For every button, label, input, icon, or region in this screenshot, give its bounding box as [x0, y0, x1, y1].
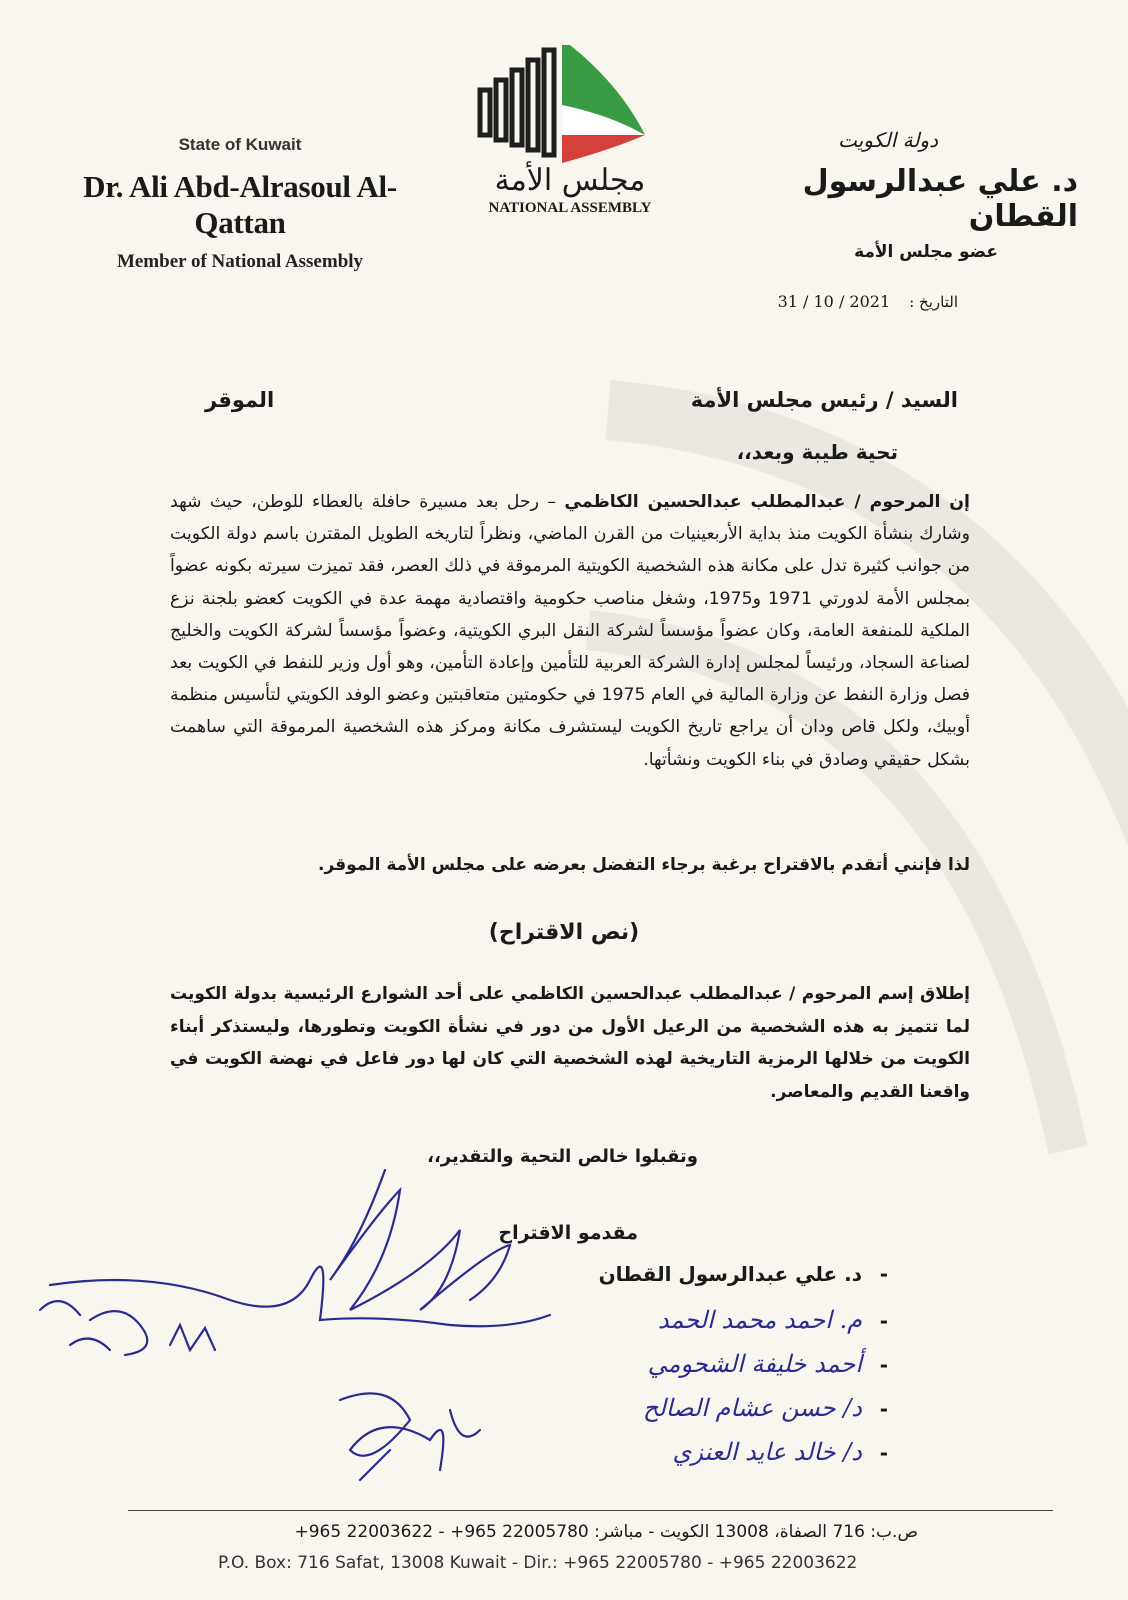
submitter-name: أحمد خليفة الشحومي	[647, 1350, 862, 1378]
state-of-kuwait-ar: دولة الكويت	[838, 128, 938, 152]
letter-body	[170, 486, 970, 776]
member-title-ar: عضو مجلس الأمة	[854, 242, 998, 262]
addressee-line	[205, 388, 958, 412]
header-english	[40, 135, 440, 273]
member-name-ar: د. علي عبدالرسول القطان	[802, 164, 1078, 234]
submitter-name: د. علي عبدالرسول القطان	[598, 1262, 862, 1286]
addressee-to: السيد / رئيس مجلس الأمة	[690, 388, 958, 412]
footer-address-en: P.O. Box: 716 Safat, 13008 Kuwait - Dir.: +965 22005780 - +965 22003622	[218, 1553, 858, 1573]
list-item: -د. علي عبدالرسول القطان	[598, 1262, 888, 1286]
logo-arabic-text: مجلس الأمة	[494, 163, 646, 198]
submitters-title: مقدمو الاقتراح	[498, 1222, 638, 1244]
body-text: – رحل بعد مسيرة حافلة بالعطاء للوطن، حيث شهد وشارك بنشأة الكويت منذ بداية الأربعينيات من القرن الماضي، ونظراً لتاريخه الطويل المقترن باسم دولة الكويت من جوانب كثيرة تدل على مكانة هذه الشخصية الكويتية المرموقة في ذلك العصر، فقد تميزت سيرته بكونه عضواً بمجلس الأمة لدورتي 1971 و1975، وشغل مناصب حكومية واقتصادية مهمة عدة في الكويت كعضو بلجنة نزع الملكية للمنفعة العامة، وكان عضواً مؤسساً لشركة النقل البري الكويتية، وعضواً مؤسساً لشركة الكويت والخليج لصناعة السجاد، ورئيساً لمجلس إدارة الشركة العربية للتأمين وإعادة التأمين، وهو أول وزير للنفط في الكويت بعد فصل وزارة النفط عن وزارة المالية في العام 1975 في حكومتين متعاقبتين وعضو الوفد الكويتي لتأسيس منظمة أوبيك، ولكل قاص ودان أن يراجع تاريخ الكويت ليستشرف مكانة ومركز هذه الشخصية المرموقة التي ساهمت بشكل حقيقي وصادق في بناء الكويت ونشأتها.	[170, 492, 971, 770]
letter-date	[778, 292, 958, 311]
list-item: -أحمد خليفة الشحومي	[647, 1350, 888, 1378]
regards: وتقبلوا خالص التحية والتقدير،،	[427, 1146, 698, 1167]
proposal-title: (نص الاقتراح)	[488, 920, 640, 945]
body-intro: إن المرحوم / عبدالمطلب عبدالحسين الكاظمي	[564, 492, 970, 512]
list-item: -م. احمد محمد الحمد	[657, 1306, 888, 1334]
date-label: التاريخ :	[909, 293, 958, 311]
national-assembly-logo	[470, 35, 670, 255]
submitter-name: د/ خالد عايد العنزي	[672, 1438, 862, 1466]
member-name-en: Dr. Ali Abd-Alrasoul Al-Qattan	[83, 169, 397, 240]
handwritten-signatures	[30, 1150, 650, 1520]
list-item: -د/ خالد عايد العنزي	[672, 1438, 888, 1466]
addressee-honorific: الموقر	[205, 388, 275, 412]
footer-address-ar: ص.ب: 716 الصفاة، 13008 الكويت - مباشر: 22005780 965+ - 22003622 965+	[294, 1522, 918, 1542]
date-value: 31 / 10 / 2021	[777, 292, 891, 311]
footer-divider	[128, 1510, 1053, 1511]
list-item: -د/ حسن عشام الصالح	[643, 1394, 888, 1422]
state-of-kuwait-en: State of Kuwait	[178, 135, 302, 154]
header-arabic	[698, 128, 1078, 262]
closing-request: لذا فإنني أتقدم بالاقتراح برغبة برجاء التفضل بعرضه على مجلس الأمة الموقر.	[317, 855, 970, 875]
assembly-building-icon	[470, 35, 670, 165]
greeting: تحية طيبة وبعد،،	[736, 440, 898, 464]
logo-english-text: NATIONAL ASSEMBLY	[488, 200, 652, 216]
submitter-name: د/ حسن عشام الصالح	[643, 1394, 862, 1422]
member-title-en: Member of National Assembly	[116, 251, 364, 272]
proposal-text: إطلاق إسم المرحوم / عبدالمطلب عبدالحسين الكاظمي على أحد الشوارع الرئيسية بدولة الكويت لما تتميز به هذه الشخصية من الرعيل الأول من دور في نشأة الكويت وتطورها، وليستذكر أبناء الكويت من خلالها الرمزية التاريخية لهذه الشخصية التي كان لها دور فاعل في نهضة الكويت في واقعنا القديم والمعاصر.	[170, 984, 970, 1102]
submitter-name: م. احمد محمد الحمد	[657, 1306, 862, 1334]
